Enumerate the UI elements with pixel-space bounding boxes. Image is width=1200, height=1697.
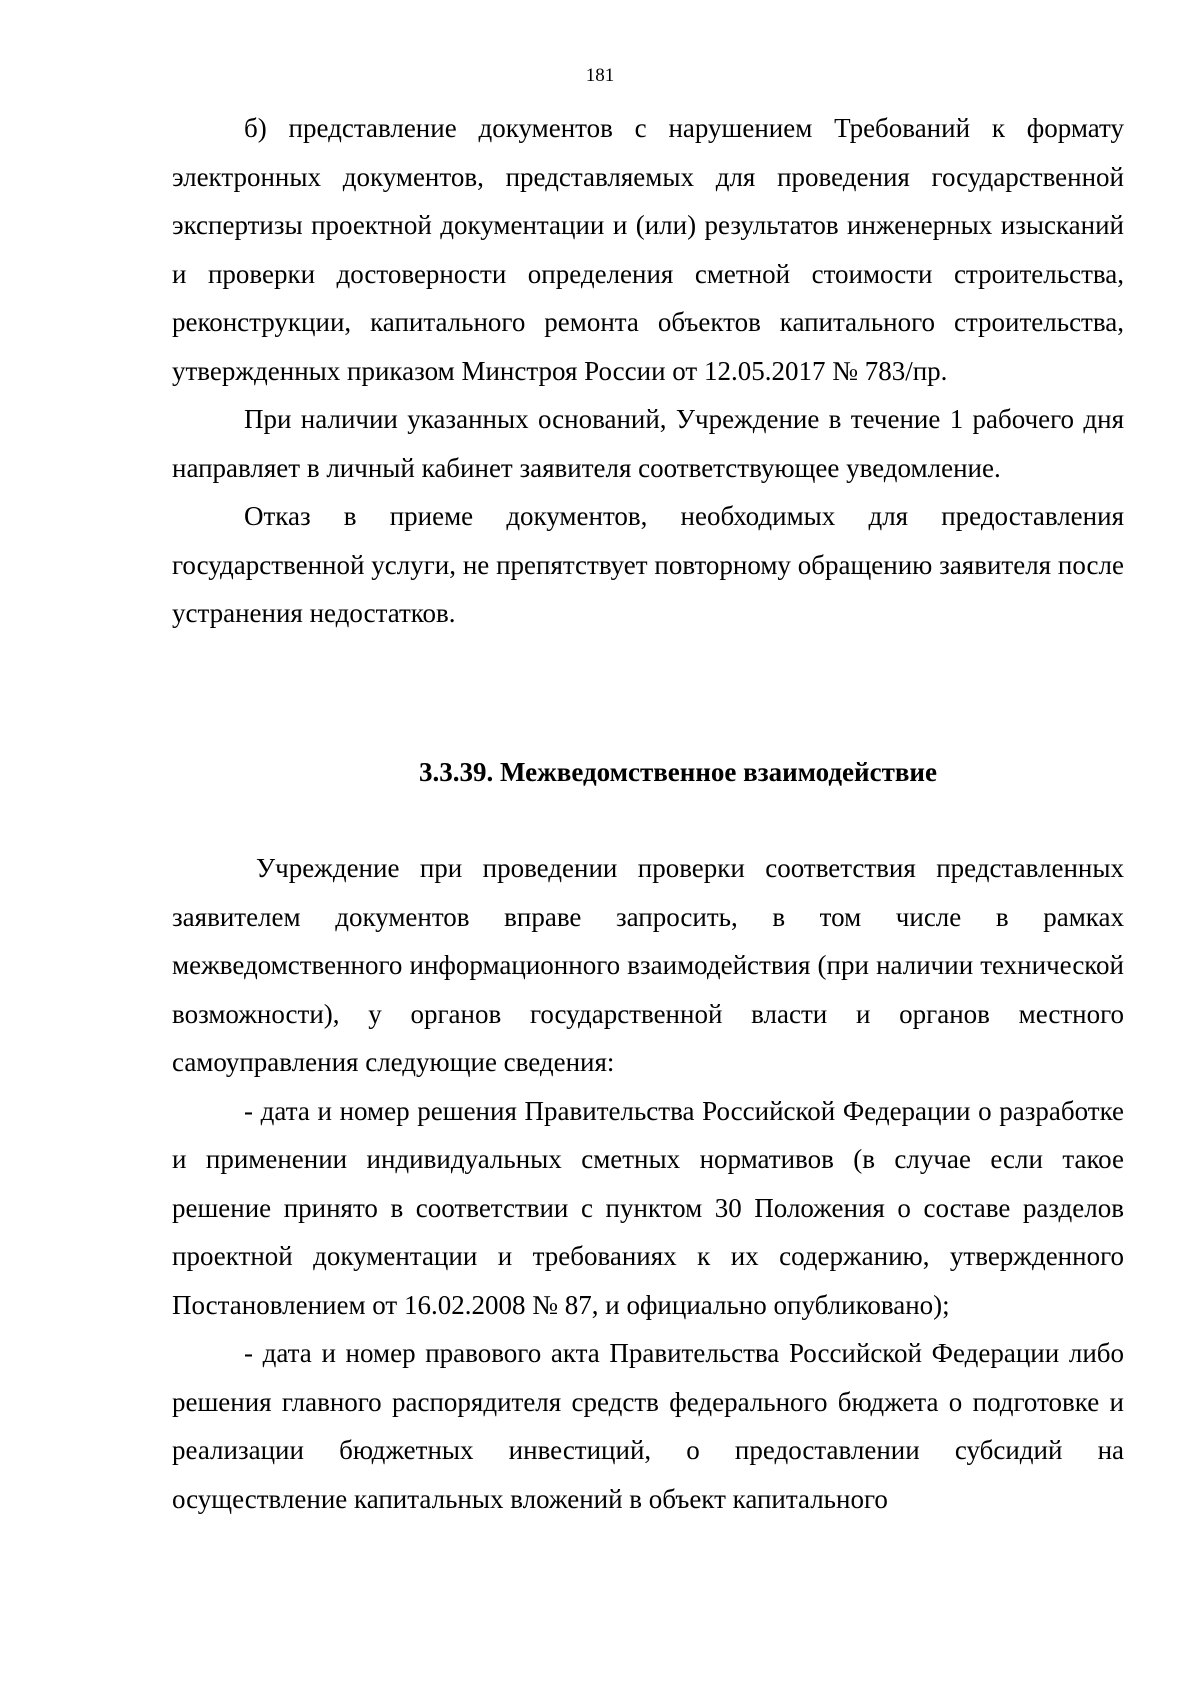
paragraph-item-b: б) представление документов с нарушением Требований к формату электронных документов, представляемых для проведения государственной экспертизы проектной документации и (или) результатов инженерных изысканий и проверки достоверности определения сметной стоимости строительства, реконструкции, капитального ремонта объектов капитального строительства, утвержденных приказом Минстроя России от 12.05.2017 № 783/пр. <box>172 113 1124 386</box>
list-item-legal-act: - дата и номер правового акта Правительства Российской Федерации либо решения главного распорядителя средств федерального бюджета о подготовке и реализации бюджетных инвестиций, о предоставлении субсидий на осуществление капитальных вложений в объект капитального <box>172 1338 1124 1514</box>
list-item-government-decision: - дата и номер решения Правительства Российской Федерации о разработке и применении индивидуальных сметных нормативов (в случае если такое решение принято в соответствии с пунктом 30 Положения о составе разделов проектной документации и требованиях к их содержанию, утвержденного Постановлением от 16.02.2008 № 87, и официально опубликовано); <box>172 1095 1124 1320</box>
paragraph-grounds-notification: При наличии указанных оснований, Учреждение в течение 1 рабочего дня направляет в личный кабинет заявителя соответствующее уведомление. <box>172 404 1124 483</box>
paragraph-interagency-request: Учреждение при проведении проверки соответствия представленных заявителем документов вправе запросить, в том числе в рамках межведомственного информационного взаимодействия (при наличии технической возможности), у органов государственной власти и органов местного самоуправления следующие сведения: <box>172 853 1124 1077</box>
page-number: 181 <box>585 65 615 86</box>
bottom-text-block <box>172 844 1124 1523</box>
top-text-block <box>172 104 1124 638</box>
paragraph-refusal: Отказ в приеме документов, необходимых для предоставления государственной услуги, не препятствует повторному обращению заявителя после устранения недостатков. <box>172 501 1124 628</box>
section-heading: 3.3.39. Межведомственное взаимодействие <box>419 757 937 787</box>
